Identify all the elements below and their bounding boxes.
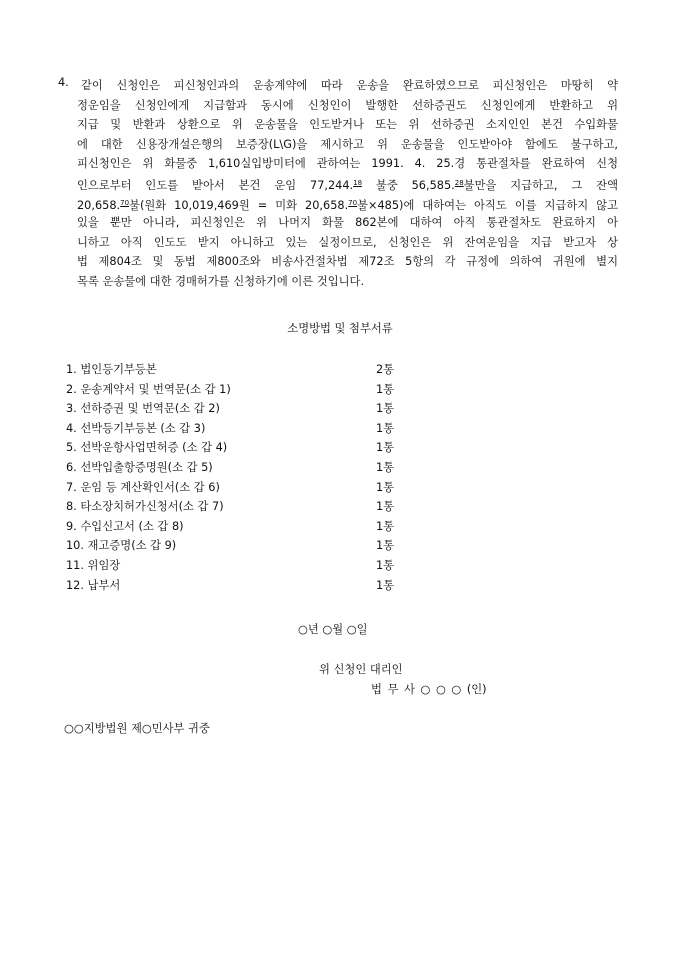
amount-cents: 18 <box>353 178 363 187</box>
evidence-item <box>66 497 406 517</box>
amount-cents: 28 <box>454 178 464 187</box>
paragraph-line: 니하고 아직 인도도 받지 아니하고 있는 실정이므로, 신청인은 위 잔여운임을 지급 받고자 상 <box>77 235 618 249</box>
evidence-item <box>66 478 406 498</box>
evidence-item-label: 9. 수입신고서 (소 갑 8) <box>66 519 184 533</box>
evidence-item-count: 1통 <box>376 500 395 514</box>
evidence-item-count: 1통 <box>376 382 395 396</box>
evidence-item-count: 1통 <box>376 558 395 572</box>
evidence-item <box>66 458 406 478</box>
evidence-item-count: 2통 <box>376 363 395 376</box>
evidence-item <box>66 419 406 439</box>
evidence-item <box>66 360 406 380</box>
paragraph-number: 4. <box>58 76 69 89</box>
document-date: ○년 ○월 ○일 <box>298 623 368 636</box>
paragraph-line: 피신청인은 위 화물중 1,610실입방미터에 관하여는 1991. 4. 25.경 통관절차를 완료하여 신청 <box>77 157 618 171</box>
amount-cents: 70 <box>348 198 358 207</box>
paragraph-line: 같이 신청인은 피신청인과의 운송계약에 따라 운송을 완료하였으므로 피신청인은 마땅히 약 <box>81 79 618 92</box>
evidence-item-label: 5. 선박운항사업면허증 (소 갑 4) <box>66 441 228 455</box>
evidence-item-label: 2. 운송계약서 및 번역문(소 갑 1) <box>66 382 231 396</box>
evidence-item-label: 1. 법인등기부등본 <box>66 363 157 376</box>
evidence-item-count: 1통 <box>376 578 395 592</box>
paragraph-line: 목록 운송물에 대한 경매허가를 신청하기에 이른 것입니다. <box>77 274 365 288</box>
evidence-item-count: 1통 <box>376 539 395 553</box>
evidence-item <box>66 536 406 556</box>
evidence-heading: 소명방법 및 첨부서류 <box>287 322 393 335</box>
evidence-item-label: 3. 선하증권 및 번역문(소 갑 2) <box>66 402 220 416</box>
paragraph-line: 법 제804조 및 동법 제800조와 비송사건절차법 제72조 5항의 각 규정에 의하여 귀원에 별지 <box>77 255 618 269</box>
evidence-item <box>66 556 406 576</box>
evidence-item <box>66 576 406 596</box>
evidence-item-label: 6. 선박입출항증명원(소 갑 5) <box>66 460 213 474</box>
body-paragraph <box>58 76 618 292</box>
evidence-item-count: 1통 <box>376 460 395 474</box>
paragraph-line: 있을 뿐만 아니라, 피신청인은 위 나머지 화물 862본에 대하여 아직 통관절차도 완료하지 아 <box>77 216 618 230</box>
evidence-item-label: 7. 운임 등 계산확인서(소 갑 6) <box>66 480 220 494</box>
evidence-item <box>66 380 406 400</box>
evidence-item <box>66 438 406 458</box>
signature-applicant: 위 신청인 대리인 <box>319 663 403 676</box>
amount-cents: 70 <box>120 198 130 207</box>
paragraph-line: 지급 및 반환과 상환으로 위 운송물을 인도받거나 또는 위 선하증권 소지인인 본건 수입화물 <box>77 118 618 132</box>
evidence-item-count: 1통 <box>376 402 395 416</box>
paragraph-line: 20,658.70불(원화 10,019,469원 = 미화 20,658.70불×485)에 대하여는 아직도 이를 지급하지 않고 <box>77 198 618 212</box>
evidence-item-count: 1통 <box>376 421 395 435</box>
evidence-item <box>66 517 406 537</box>
paragraph-line: 인으로부터 인도를 받아서 본건 운임 77,244.18 불중 56,585.28불만을 지급하고, 그 잔액 <box>77 178 618 192</box>
evidence-item-label: 10. 재고증명(소 갑 9) <box>66 539 177 553</box>
paragraph-lines <box>58 76 618 292</box>
evidence-item-label: 11. 위임장 <box>66 558 121 572</box>
evidence-item-label: 12. 납부서 <box>66 578 121 592</box>
evidence-item-label: 4. 선박등기부등본 (소 갑 3) <box>66 421 206 435</box>
evidence-item <box>66 399 406 419</box>
court-addressee: ○○지방법원 제○민사부 귀중 <box>64 722 210 735</box>
evidence-list <box>66 360 406 595</box>
evidence-item-count: 1통 <box>376 519 395 533</box>
evidence-item-label: 8. 타소장치허가신청서(소 갑 7) <box>66 500 224 514</box>
signature-scrivener: 법 무 사 ○ ○ ○ (인) <box>371 683 487 696</box>
paragraph-line: 에 대한 신용장개설은행의 보증장(L\G)을 제시하고 위 운송물을 인도받아야 함에도 불구하고, <box>77 137 618 151</box>
evidence-item-count: 1통 <box>376 480 395 494</box>
evidence-item-count: 1통 <box>376 441 395 455</box>
paragraph-line: 정운임을 신청인에게 지급함과 동시에 신청인이 발행한 선하증권도 신청인에게 반환하고 위 <box>77 98 618 112</box>
